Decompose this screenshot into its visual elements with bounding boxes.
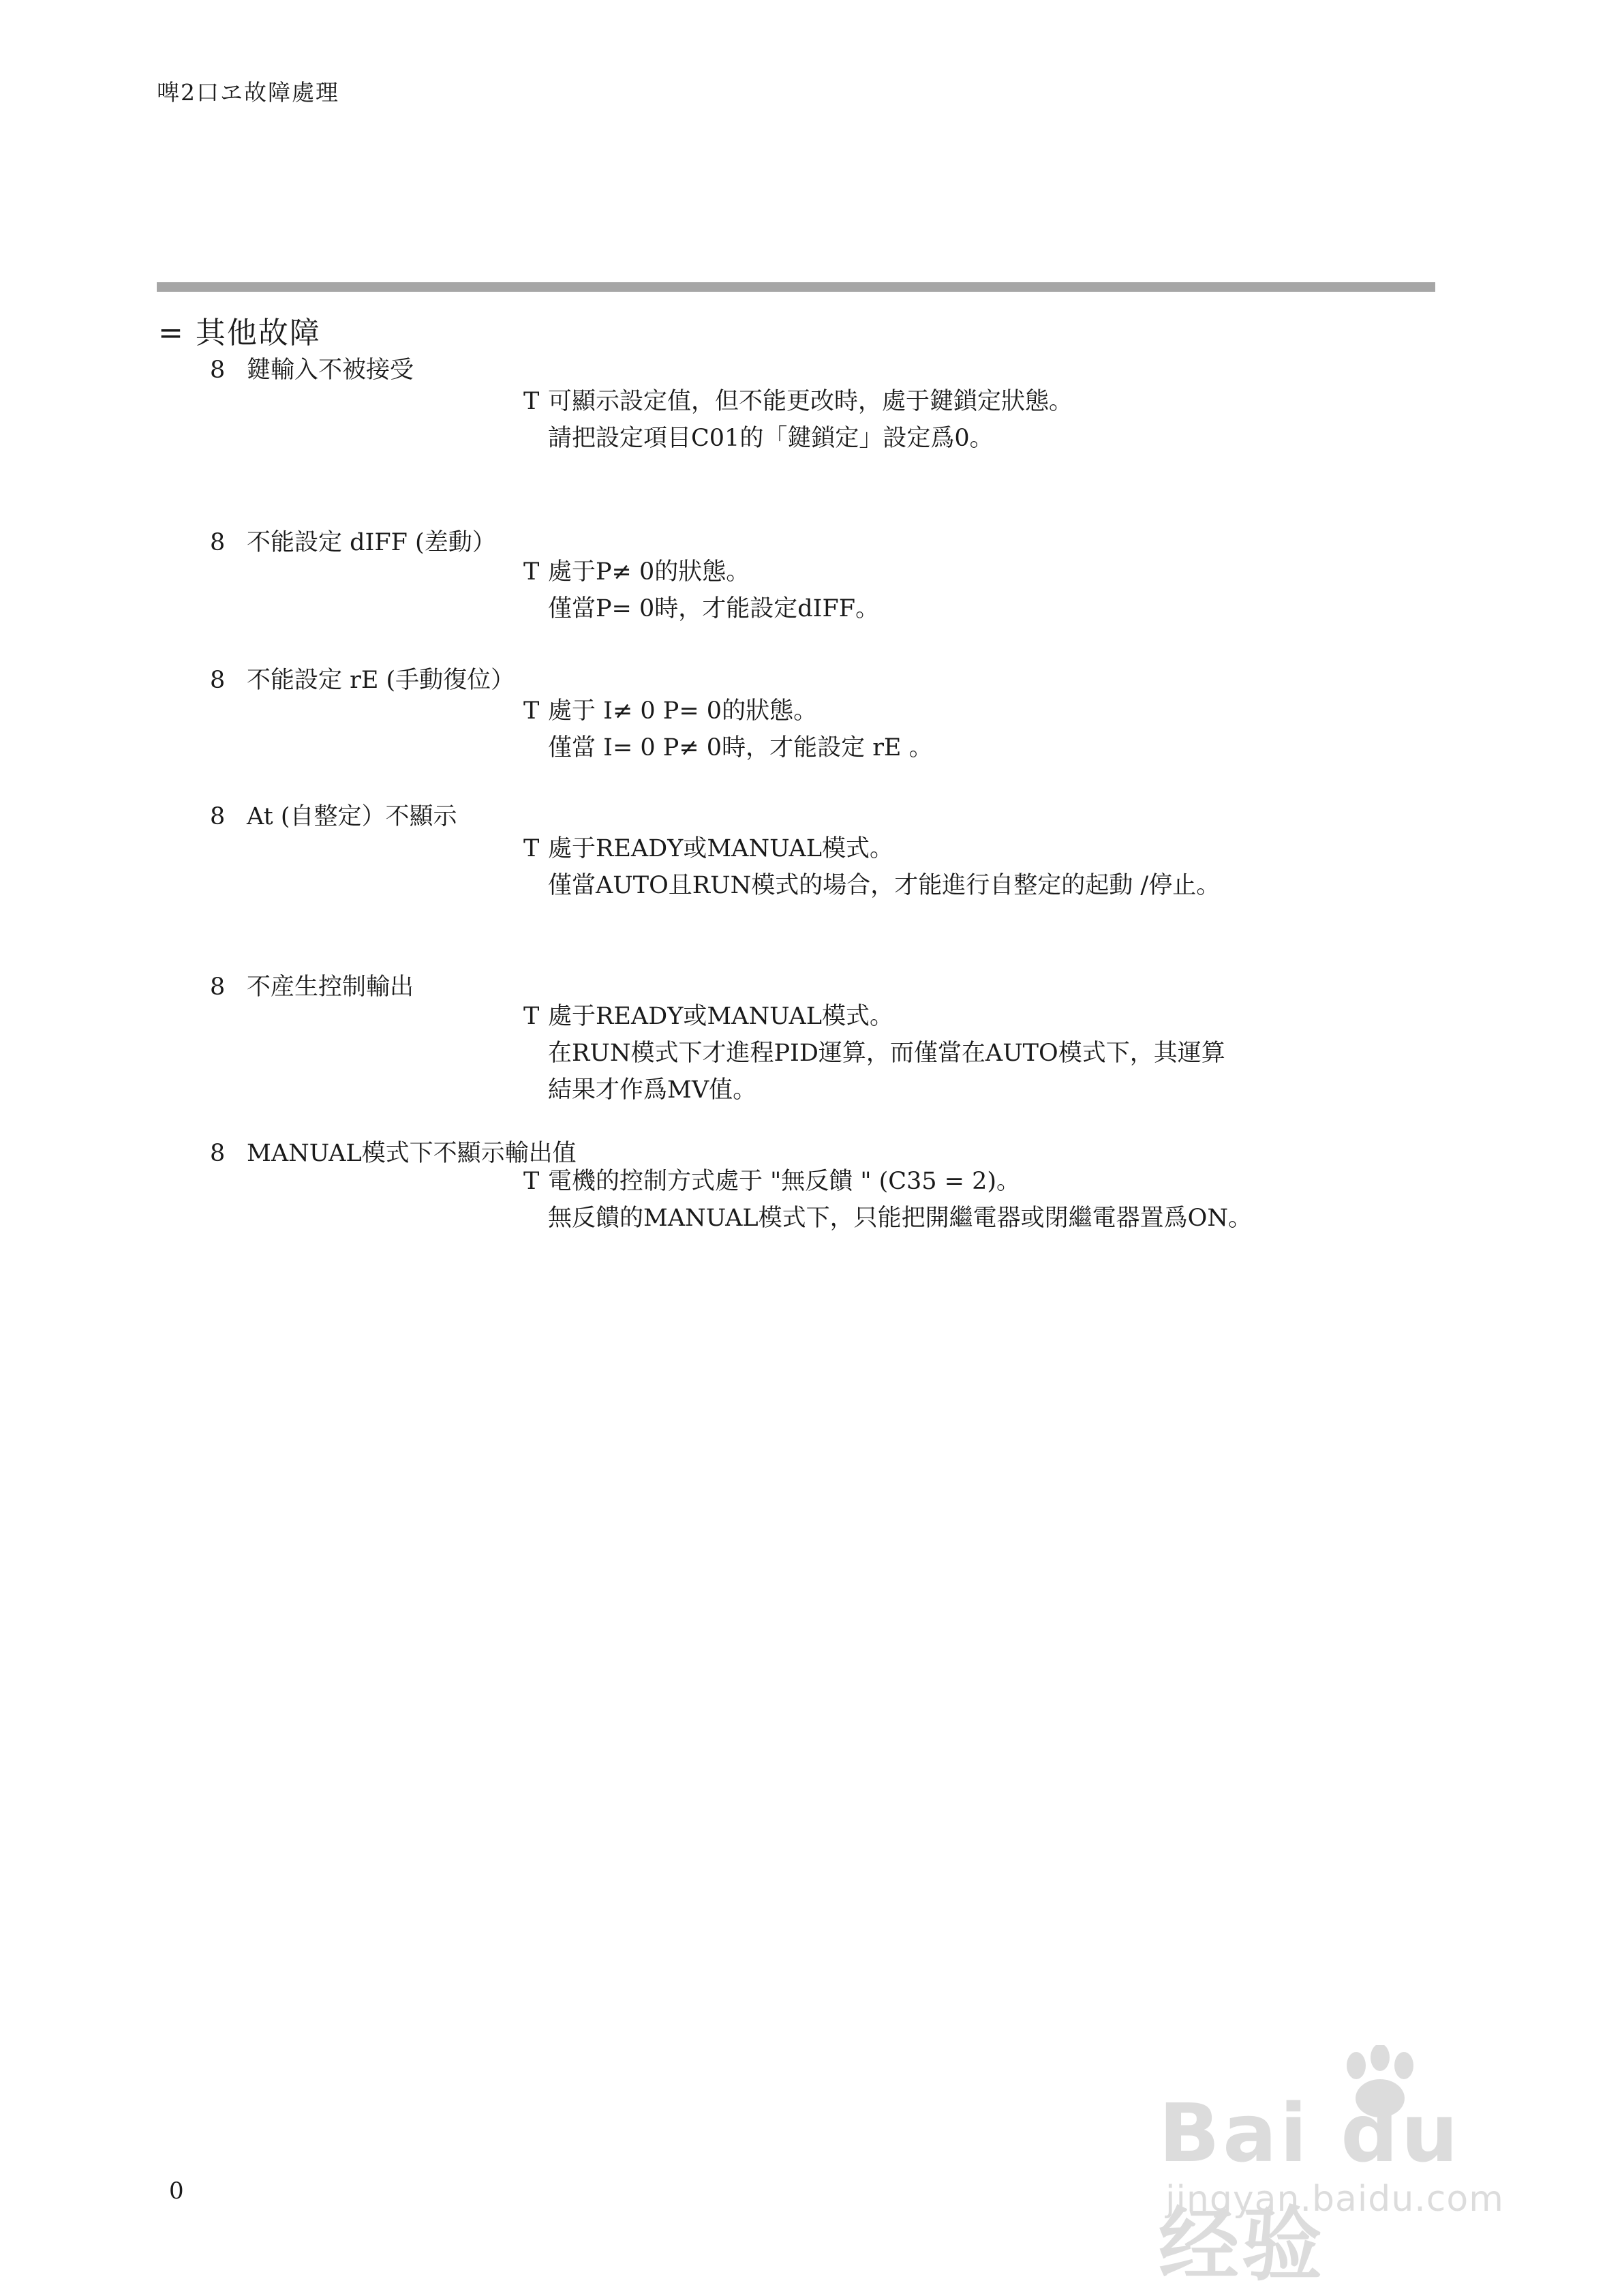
item-title-text: 鍵輸入不被接受 [247, 357, 414, 384]
answer-line: 請把設定項目C01的「鍵鎖定」設定爲0。 [548, 425, 994, 452]
header-divider [157, 282, 1435, 292]
answer-line: 在RUN模式下才進程PID運算，而僅當在AUTO模式下，其運算 [548, 1040, 1225, 1067]
section-title: = 其他故障 [158, 316, 321, 350]
item-bullet: 8 [210, 529, 226, 556]
fault-item-answer [523, 693, 933, 766]
fault-item-title [210, 968, 414, 1002]
item-title-text: 不能設定 dIFF (差動） [247, 529, 496, 556]
watermark-url: jingyan.baidu.com [1165, 2179, 1504, 2220]
fault-item-answer [523, 554, 879, 627]
answer-line: 可顯示設定值，但不能更改時，處于鍵鎖定狀態。 [548, 388, 1073, 415]
item-bullet: 8 [210, 803, 226, 830]
item-bullet: 8 [210, 357, 226, 384]
answer-line: 無反饋的MANUAL模式下，只能把開繼電器或閉繼電器置爲ON。 [548, 1205, 1252, 1232]
fault-item-title [210, 524, 496, 558]
answer-line: 處于READY或MANUAL模式。 [548, 835, 894, 862]
answer-marker: T [523, 835, 540, 862]
answer-marker: T [523, 558, 540, 586]
fault-item-title [210, 1134, 577, 1168]
answer-line: 僅當P= 0時，才能設定dIFF。 [548, 595, 880, 622]
item-bullet: 8 [210, 1140, 226, 1167]
item-title-text: At (自整定）不顯示 [247, 803, 457, 830]
answer-line: 處于P≠ 0的狀態。 [548, 558, 750, 586]
watermark [1159, 2045, 1540, 2292]
answer-line: 電機的控制方式處于 "無反饋 " (C35 = 2)。 [548, 1168, 1021, 1195]
page-header: 啤2口ヱ故障處理 [157, 79, 339, 106]
answer-line: 結果才作爲MV值。 [548, 1076, 757, 1104]
item-bullet: 8 [210, 667, 226, 694]
item-title-text: MANUAL模式下不顯示輸出值 [247, 1140, 577, 1167]
fault-item-title [210, 351, 414, 385]
fault-item-title [210, 798, 457, 832]
watermark-logo: Bai du 经验 [1159, 2086, 1461, 2292]
answer-line: 僅當AUTO且RUN模式的場合，才能進行自整定的起動 /停止。 [548, 872, 1221, 899]
item-title-text: 不産生控制輸出 [247, 973, 414, 1001]
answer-marker: T [523, 388, 540, 415]
item-title-text: 不能設定 rE (手動復位） [247, 667, 515, 694]
answer-line: 僅當 I= 0 P≠ 0時，才能設定 rE 。 [548, 734, 933, 761]
fault-item-answer [523, 998, 1225, 1108]
answer-marker: T [523, 697, 540, 725]
fault-item-title [210, 661, 515, 695]
item-bullet: 8 [210, 973, 226, 1001]
answer-marker: T [523, 1003, 540, 1030]
fault-item-answer [523, 830, 1220, 904]
fault-item-answer [523, 383, 1073, 457]
page-number: 0 [169, 2177, 184, 2205]
fault-item-answer [523, 1163, 1252, 1237]
answer-marker: T [523, 1168, 540, 1195]
answer-line: 處于READY或MANUAL模式。 [548, 1003, 894, 1030]
answer-line: 處于 I≠ 0 P= 0的狀態。 [548, 697, 818, 725]
